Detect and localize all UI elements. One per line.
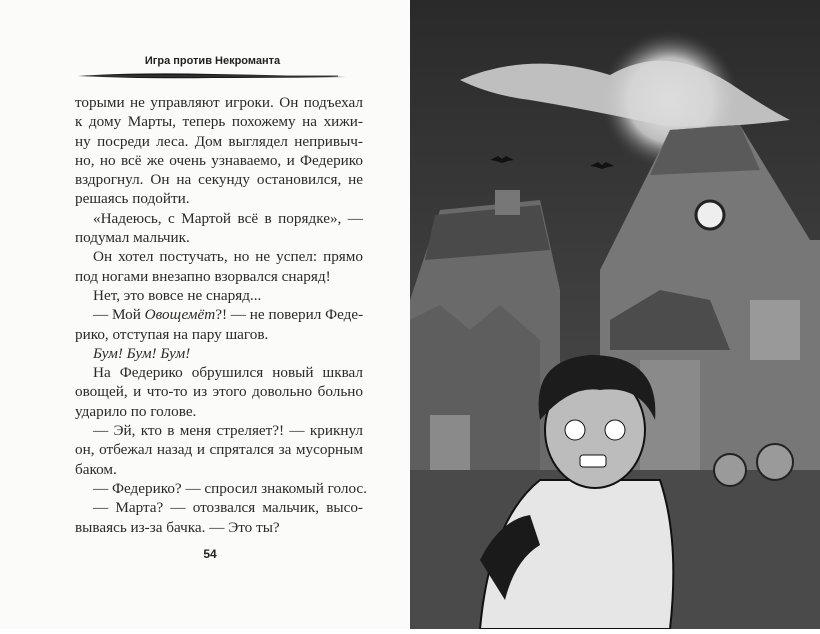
text-segment: под ногами внезапно взорвался снаряд! bbox=[75, 267, 331, 285]
text-segment: Он хотел постучать, но не успел: прямо bbox=[93, 248, 363, 266]
text-segment: торыми не управляют игроки. Он подъехал bbox=[75, 94, 363, 111]
illustration bbox=[410, 0, 820, 629]
text-segment: подумал мальчик. bbox=[75, 229, 190, 247]
text-segment: но, но всё же очень узнаваемо, и Федерико bbox=[75, 151, 363, 169]
text-line bbox=[75, 305, 363, 324]
text-line bbox=[75, 460, 363, 479]
text-line bbox=[75, 518, 363, 537]
text-line bbox=[75, 151, 363, 170]
text-segment: — Мой bbox=[93, 306, 145, 324]
text-line bbox=[75, 498, 363, 517]
text-line bbox=[75, 363, 363, 382]
brush-stroke-divider bbox=[78, 71, 348, 81]
body-text bbox=[75, 93, 367, 537]
running-head: Игра против Некроманта bbox=[144, 55, 281, 67]
page-number: 54 bbox=[203, 547, 217, 561]
italic-text: Овощемёт bbox=[144, 306, 216, 324]
text-line bbox=[75, 247, 363, 266]
text-line bbox=[75, 344, 363, 363]
text-segment: баком. bbox=[75, 460, 117, 478]
text-line bbox=[75, 421, 363, 440]
text-line bbox=[75, 382, 363, 401]
text-segment: ну посреди леса. Дом выглядел непривыч- bbox=[75, 132, 363, 150]
text-segment: «Надеюсь, с Мартой всё в порядке», — bbox=[93, 209, 363, 227]
text-segment: он, отбежал назад и спрятался за мусорным bbox=[75, 441, 363, 459]
text-segment: вздрогнул. Он на секунду остановился, не bbox=[75, 171, 363, 189]
text-line bbox=[75, 228, 363, 247]
text-segment: — Эй, кто в меня стреляет?! — крикнул bbox=[93, 422, 363, 440]
text-segment: — Федерико? — спросил знакомый голос. bbox=[93, 479, 367, 497]
text-segment: На Федерико обрушился новый шквал bbox=[93, 364, 363, 382]
text-segment: овощей, и что-то из этого довольно больно bbox=[75, 383, 363, 401]
text-segment: ударило по голове. bbox=[75, 402, 197, 420]
text-line bbox=[75, 209, 363, 228]
illustration-scene bbox=[410, 0, 820, 629]
text-line bbox=[75, 189, 363, 208]
text-line bbox=[75, 479, 367, 498]
text-line bbox=[75, 170, 363, 189]
text-segment: решаясь подойти. bbox=[75, 190, 190, 208]
text-segment: — Марта? — отозвался мальчик, высо- bbox=[93, 499, 363, 517]
text-line bbox=[75, 267, 363, 286]
text-line bbox=[75, 93, 363, 112]
text-line bbox=[75, 132, 363, 151]
text-segment: рико, отступая на пару шагов. bbox=[75, 325, 269, 343]
text-line bbox=[75, 325, 363, 344]
text-segment: ?! — не поверил Феде- bbox=[215, 306, 364, 324]
left-page bbox=[0, 0, 410, 629]
text-segment: Нет, это вовсе не снаряд... bbox=[93, 286, 262, 304]
italic-text: Бум! Бум! Бум! bbox=[93, 344, 191, 362]
text-line bbox=[75, 112, 363, 131]
text-segment: вываясь из-за бачка. — Это ты? bbox=[75, 518, 280, 536]
text-line bbox=[75, 402, 363, 421]
text-line bbox=[75, 286, 363, 305]
text-segment: к дому Марты, теперь похожему на хижи- bbox=[75, 113, 363, 131]
text-line bbox=[75, 440, 363, 459]
